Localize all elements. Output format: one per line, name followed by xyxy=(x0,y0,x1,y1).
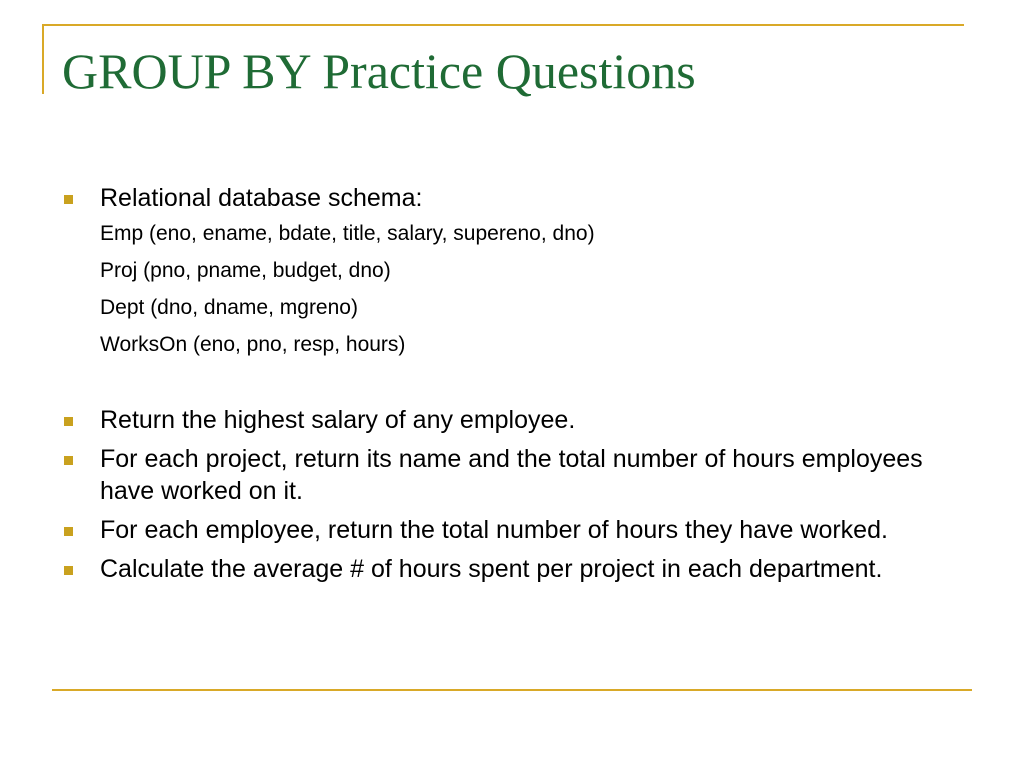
bottom-rule xyxy=(52,689,972,691)
square-bullet-icon xyxy=(64,566,73,575)
question-item xyxy=(62,443,962,507)
left-rule xyxy=(42,24,44,94)
top-rule xyxy=(42,24,964,26)
square-bullet-icon xyxy=(64,527,73,536)
schema-table-emp: Emp (eno, ename, bdate, title, salary, supereno, dno) xyxy=(100,222,595,245)
square-bullet-icon xyxy=(64,195,73,204)
square-bullet-icon xyxy=(64,456,73,465)
schema-table-dept: Dept (dno, dname, mgreno) xyxy=(100,296,358,319)
question-item xyxy=(62,514,962,546)
schema-table-list xyxy=(62,221,962,358)
question-text: Calculate the average # of hours spent per project in each department. xyxy=(100,555,883,583)
question-item xyxy=(62,404,962,436)
slide-content xyxy=(62,182,962,592)
question-text: For each employee, return the total number of hours they have worked. xyxy=(100,516,888,544)
schema-table-proj: Proj (pno, pname, budget, dno) xyxy=(100,259,391,282)
schema-table-workson: WorksOn (eno, pno, resp, hours) xyxy=(100,333,406,356)
question-text: Return the highest salary of any employee. xyxy=(100,406,576,434)
schema-heading: Relational database schema: xyxy=(100,184,423,212)
question-text: For each project, return its name and the total number of hours employees have worked on it. xyxy=(100,445,923,505)
question-list xyxy=(62,404,962,585)
square-bullet-icon xyxy=(64,417,73,426)
bullet-schema xyxy=(62,182,962,214)
slide-title: GROUP BY Practice Questions xyxy=(62,43,696,99)
question-item xyxy=(62,553,962,585)
